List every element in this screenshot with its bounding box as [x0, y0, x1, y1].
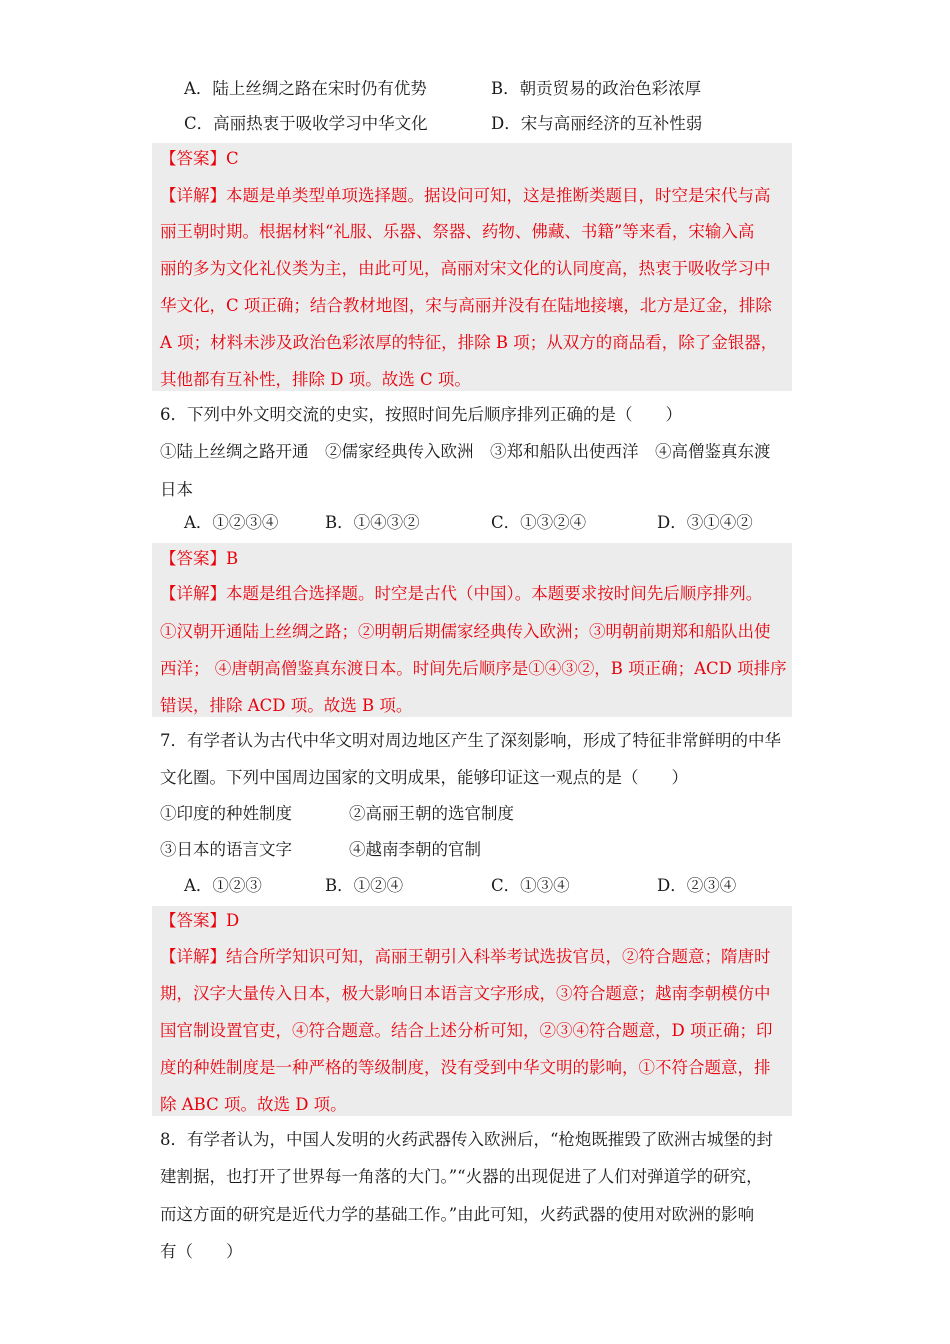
q5-option-b[interactable]: B．朝贡贸易的政治色彩浓厚	[491, 79, 702, 98]
q5-option-c[interactable]: C．高丽热衷于吸收学习中华文化	[184, 114, 428, 133]
q7-item-3: ③日本的语言文字	[160, 840, 292, 859]
q7-option-b[interactable]: B．①②④	[325, 876, 404, 895]
q6-explain-line-1: 【详解】本题是组合选择题。时空是古代（中国）。本题要求按时间先后顺序排列。	[160, 584, 763, 603]
q7-answer: 【答案】D	[160, 911, 240, 930]
q6-option-c[interactable]: C．①③②④	[491, 513, 587, 532]
q7-explain-line-5: 除 ABC 项。故选 D 项。	[160, 1095, 347, 1114]
q5-explain-line-4: 华文化，C 项正确；结合教材地图，宋与高丽并没有在陆地接壤，北方是辽金，排除	[160, 296, 772, 315]
q8-stem-line-4: 有（ ）	[160, 1242, 243, 1261]
q7-option-c[interactable]: C．①③④	[491, 876, 570, 895]
q7-explain-line-1: 【详解】结合所学知识可知，高丽王朝引入科举考试选拔官员，②符合题意；隋唐时	[160, 947, 771, 966]
q7-item-2: ②高丽王朝的选官制度	[349, 804, 514, 823]
q5-option-d[interactable]: D．宋与高丽经济的互补性弱	[491, 114, 703, 133]
q7-item-4: ④越南李朝的官制	[349, 840, 481, 859]
q5-explain-line-3: 丽的多为文化礼仪类为主，由此可见，高丽对宋文化的认同度高，热衷于吸收学习中	[160, 259, 771, 278]
q5-explain-line-5: A 项；材料未涉及政治色彩浓厚的特征，排除 B 项；从双方的商品看，除了金银器，	[160, 333, 778, 352]
q7-answer-box	[152, 906, 792, 1116]
q5-explain-line-1: 【详解】本题是单类型单项选择题。据设问可知，这是推断类题目，时空是宋代与高	[160, 186, 771, 205]
q8-stem-line-2: 建割据，也打开了世界每一角落的大门。”“火器的出现促进了人们对弹道学的研究，	[160, 1167, 763, 1186]
q6-items-line-1: ①陆上丝绸之路开通 ②儒家经典传入欧洲 ③郑和船队出使西洋 ④高僧鉴真东渡	[160, 442, 771, 461]
q6-option-d[interactable]: D．③①④②	[657, 513, 753, 532]
q5-explain-line-2: 丽王朝时期。根据材料“礼服、乐器、祭器、药物、佛藏、书籍”等来看，宋输入高	[160, 222, 755, 241]
q5-explain-line-6: 其他都有互补性，排除 D 项。故选 C 项。	[160, 370, 471, 389]
q8-stem-line-1: 8．有学者认为，中国人发明的火药武器传入欧洲后，“枪炮既摧毁了欧洲古城堡的封	[160, 1130, 773, 1149]
q6-explain-line-4: 错误，排除 ACD 项。故选 B 项。	[160, 696, 413, 715]
q6-explain-line-3: 西洋； ④唐朝高僧鉴真东渡日本。时间先后顺序是①④③②，B 项正确；ACD 项排序	[160, 659, 787, 678]
q7-explain-line-4: 度的种姓制度是一种严格的等级制度，没有受到中华文明的影响，①不符合题意，排	[160, 1058, 771, 1077]
q7-option-a[interactable]: A．①②③	[184, 876, 262, 895]
q7-stem-line-1: 7．有学者认为古代中华文明对周边地区产生了深刻影响，形成了特征非常鲜明的中华	[160, 731, 781, 750]
q6-option-a[interactable]: A．①②③④	[184, 513, 279, 532]
q6-items-line-2: 日本	[160, 480, 193, 499]
q7-option-d[interactable]: D．②③④	[657, 876, 737, 895]
q7-item-1: ①印度的种姓制度	[160, 804, 292, 823]
q6-answer: 【答案】B	[160, 549, 239, 568]
q6-stem: 6．下列中外文明交流的史实，按照时间先后顺序排列正确的是（ ）	[160, 405, 682, 424]
q7-stem-line-2: 文化圈。下列中国周边国家的文明成果，能够印证这一观点的是（ ）	[160, 768, 688, 787]
q5-option-a[interactable]: A．陆上丝绸之路在宋时仍有优势	[184, 79, 427, 98]
q6-option-b[interactable]: B．①④③②	[325, 513, 420, 532]
q7-explain-line-2: 期，汉字大量传入日本，极大影响日本语言文字形成，③符合题意；越南李朝模仿中	[160, 984, 771, 1003]
q8-stem-line-3: 而这方面的研究是近代力学的基础工作。”由此可知，火药武器的使用对欧洲的影响	[160, 1205, 755, 1224]
q7-explain-line-3: 国官制设置官吏，④符合题意。结合上述分析可知，②③④符合题意，D 项正确；印	[160, 1021, 773, 1040]
q6-explain-line-2: ①汉朝开通陆上丝绸之路；②明朝后期儒家经典传入欧洲；③明朝前期郑和船队出使	[160, 622, 771, 641]
q5-answer: 【答案】C	[160, 149, 239, 168]
